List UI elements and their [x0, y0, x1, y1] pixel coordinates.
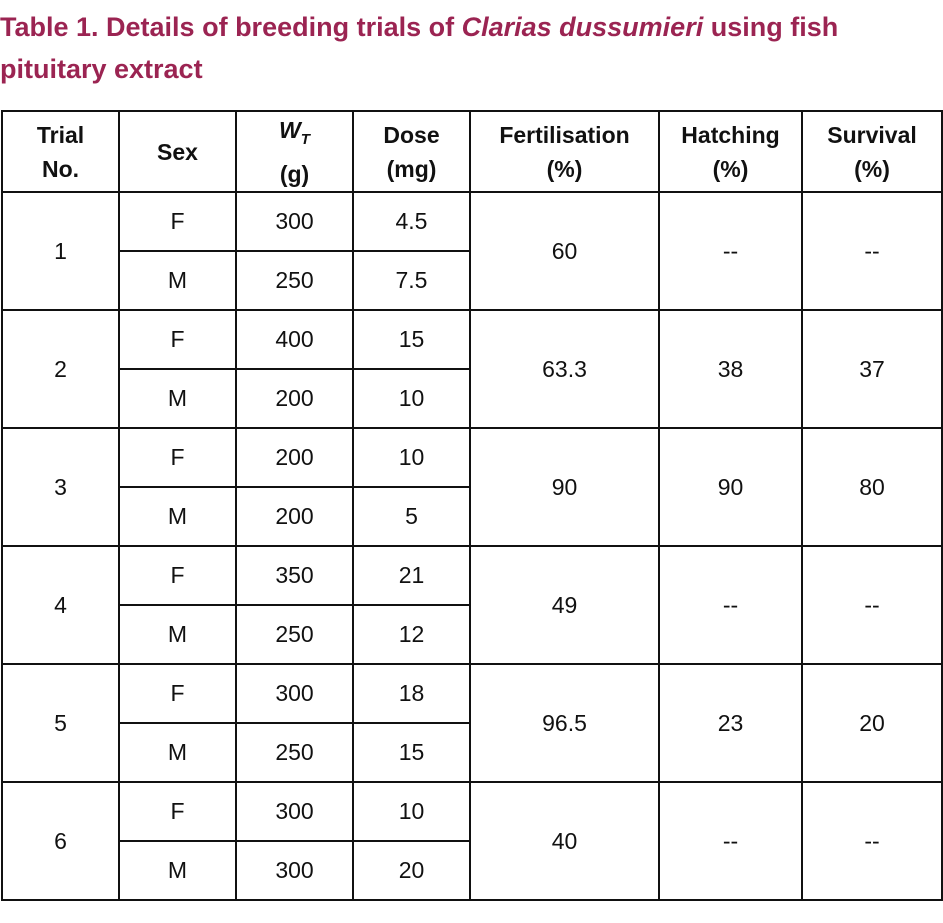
header-sex: Sex — [119, 111, 236, 192]
sex-cell: F — [119, 310, 236, 369]
weight-cell: 200 — [236, 369, 353, 428]
trial-no-cell: 4 — [2, 546, 119, 664]
table-row — [2, 428, 942, 487]
header-weight: $W_T$ (g) — [236, 111, 353, 192]
weight-cell: 250 — [236, 251, 353, 310]
survival-cell: -- — [802, 546, 942, 664]
sex-cell: M — [119, 251, 236, 310]
fertilisation-cell: 40 — [470, 782, 659, 900]
weight-cell: 300 — [236, 782, 353, 841]
header-fertilisation: Fertilisation (%) — [470, 111, 659, 192]
table-row — [2, 192, 942, 251]
sex-cell: M — [119, 369, 236, 428]
dose-cell: 15 — [353, 723, 470, 782]
table-row — [2, 310, 942, 369]
weight-cell: 400 — [236, 310, 353, 369]
hatching-cell: -- — [659, 192, 802, 310]
survival-cell: -- — [802, 192, 942, 310]
weight-cell: 200 — [236, 428, 353, 487]
table-row — [2, 664, 942, 723]
header-dose: Dose (mg) — [353, 111, 470, 192]
dose-cell: 20 — [353, 841, 470, 900]
hatching-cell: -- — [659, 782, 802, 900]
dose-cell: 15 — [353, 310, 470, 369]
dose-cell: 10 — [353, 369, 470, 428]
caption-species: Clarias dussumieri — [461, 12, 704, 42]
sex-cell: M — [119, 605, 236, 664]
fertilisation-cell: 60 — [470, 192, 659, 310]
survival-cell: -- — [802, 782, 942, 900]
fertilisation-cell: 90 — [470, 428, 659, 546]
sex-cell: M — [119, 487, 236, 546]
header-row — [2, 111, 942, 192]
hatching-cell: -- — [659, 546, 802, 664]
hatching-cell: 23 — [659, 664, 802, 782]
sex-cell: F — [119, 782, 236, 841]
dose-cell: 12 — [353, 605, 470, 664]
caption-suffix: using fish pituitary extract — [0, 12, 839, 84]
dose-cell: 10 — [353, 782, 470, 841]
dose-cell: 10 — [353, 428, 470, 487]
weight-cell: 300 — [236, 841, 353, 900]
sex-cell: F — [119, 664, 236, 723]
header-hatching: Hatching (%) — [659, 111, 802, 192]
trial-no-cell: 1 — [2, 192, 119, 310]
hatching-cell: 90 — [659, 428, 802, 546]
sex-cell: M — [119, 841, 236, 900]
trial-no-cell: 5 — [2, 664, 119, 782]
caption-prefix: Table 1. Details of breeding trials of — [0, 12, 462, 42]
trial-no-cell: 2 — [2, 310, 119, 428]
weight-cell: 300 — [236, 192, 353, 251]
sex-cell: F — [119, 192, 236, 251]
dose-cell: 18 — [353, 664, 470, 723]
breeding-trials-table — [1, 110, 943, 901]
sex-cell: M — [119, 723, 236, 782]
weight-cell: 250 — [236, 605, 353, 664]
header-trial-no: Trial No. — [2, 111, 119, 192]
sex-cell: F — [119, 546, 236, 605]
table-row — [2, 782, 942, 841]
trial-no-cell: 6 — [2, 782, 119, 900]
trial-no-cell: 3 — [2, 428, 119, 546]
fertilisation-cell: 63.3 — [470, 310, 659, 428]
dose-cell: 7.5 — [353, 251, 470, 310]
fertilisation-cell: 96.5 — [470, 664, 659, 782]
sex-cell: F — [119, 428, 236, 487]
weight-cell: 200 — [236, 487, 353, 546]
weight-cell: 350 — [236, 546, 353, 605]
survival-cell: 20 — [802, 664, 942, 782]
weight-cell: 250 — [236, 723, 353, 782]
fertilisation-cell: 49 — [470, 546, 659, 664]
dose-cell: 21 — [353, 546, 470, 605]
header-survival: Survival (%) — [802, 111, 942, 192]
survival-cell: 80 — [802, 428, 942, 546]
hatching-cell: 38 — [659, 310, 802, 428]
table-row — [2, 546, 942, 605]
dose-cell: 5 — [353, 487, 470, 546]
survival-cell: 37 — [802, 310, 942, 428]
dose-cell: 4.5 — [353, 192, 470, 251]
weight-cell: 300 — [236, 664, 353, 723]
table-caption — [0, 6, 930, 90]
